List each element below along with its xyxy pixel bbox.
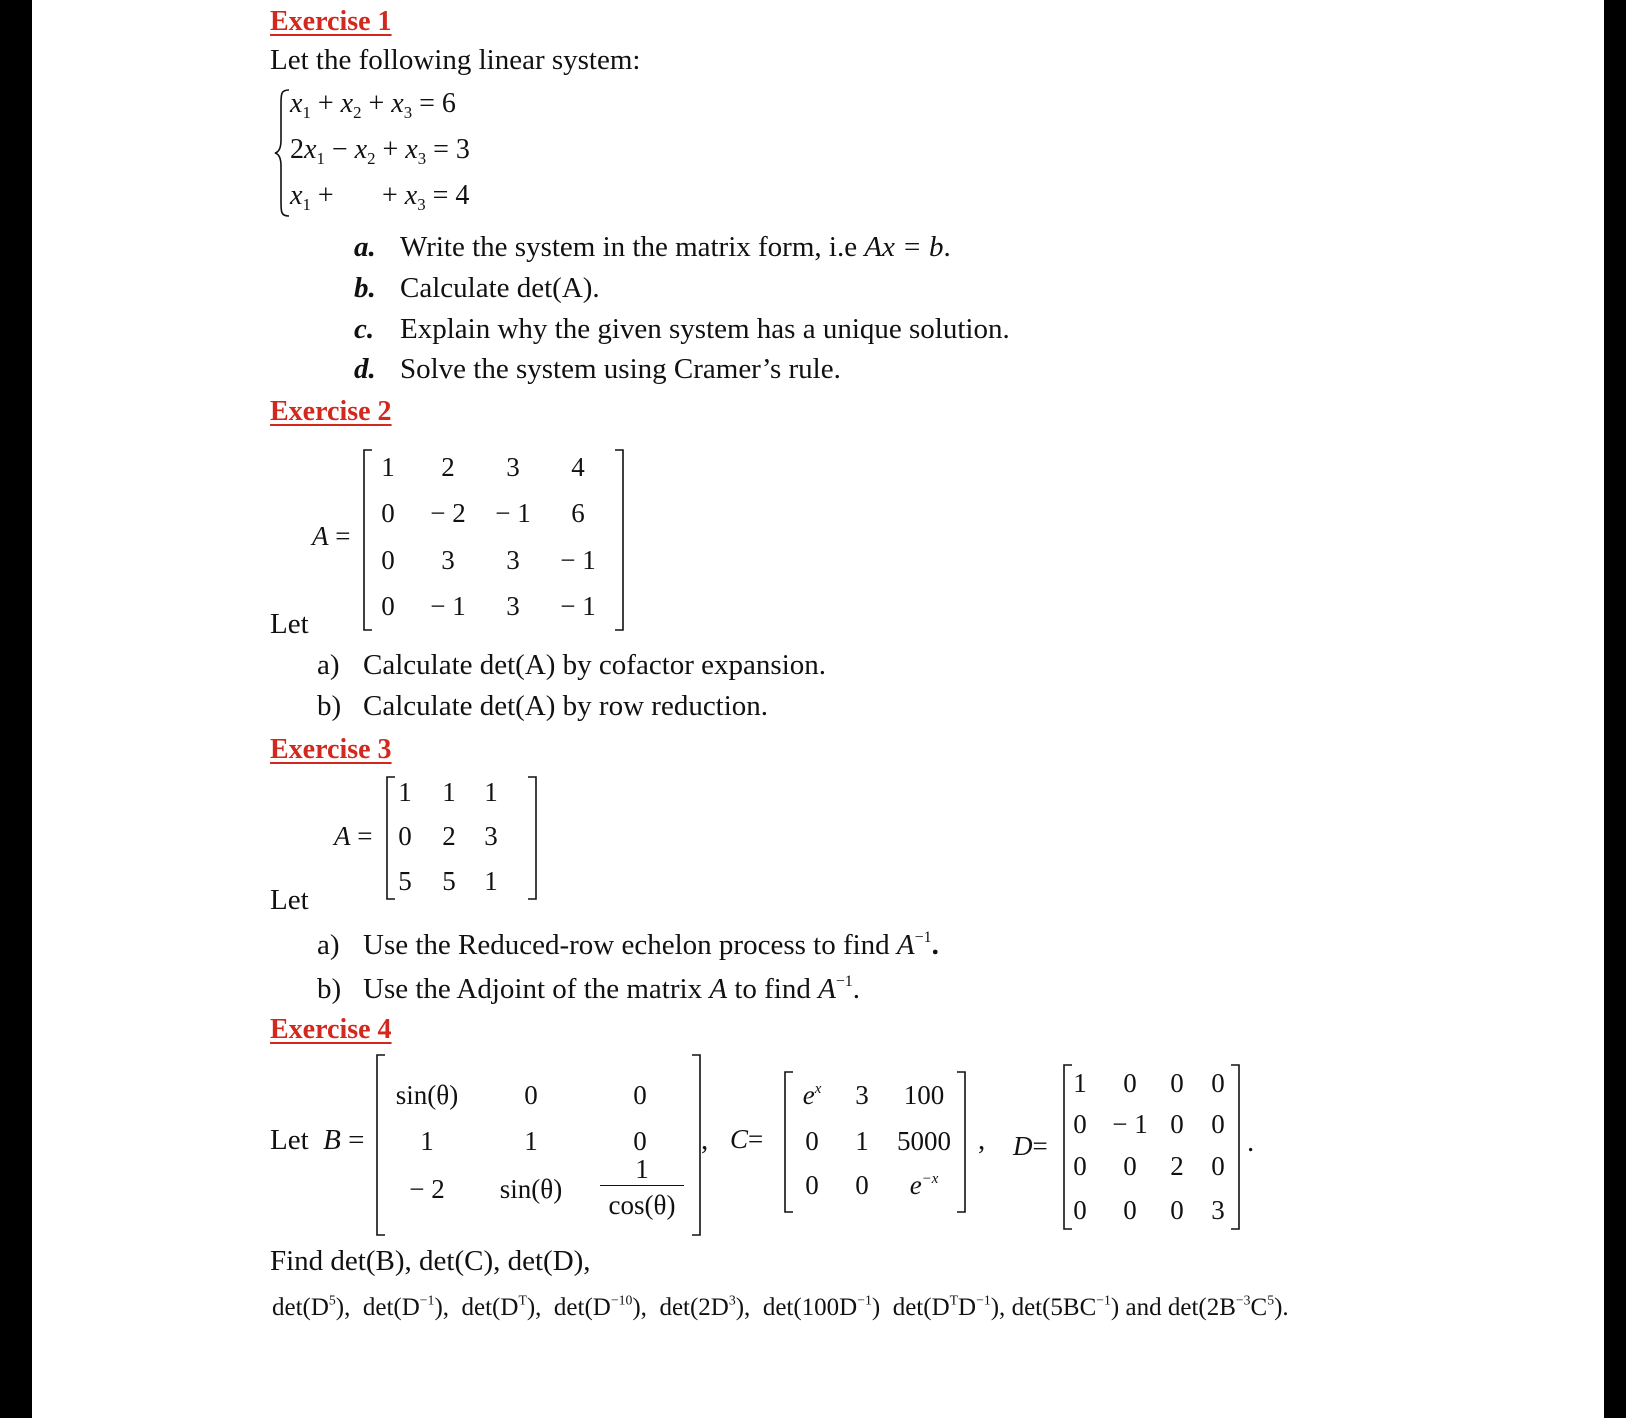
matrix-cell: 2 (441, 452, 455, 482)
matrix-cell: 1 (398, 777, 412, 807)
matrix-cell: 0 (1123, 1151, 1137, 1181)
ex3-let: Let (270, 884, 309, 916)
matrix-cell: − 1 (430, 591, 466, 621)
ex3-item-b: b) Use the Adjoint of the matrix A to find $A^{-1}$. (317, 973, 861, 1005)
matrix-cell: 3 (506, 452, 520, 482)
matrix-cell: 0 (1123, 1195, 1137, 1225)
matrix-cell: 3 (1211, 1195, 1225, 1225)
matrix-cell: 0 (381, 545, 395, 575)
det-item: $\det(D^TD^{-1})$, (892, 1292, 1006, 1321)
matrix-cell: 0 (805, 1170, 819, 1200)
det-item: $\det(D^{-10})$, (553, 1292, 647, 1321)
matrix-cell: 1 (442, 777, 456, 807)
exercise-1-heading: Exercise 1 (270, 6, 392, 37)
period-after-d: . (1247, 1126, 1255, 1158)
ex2-let: Let (270, 608, 309, 640)
matrix-cell: sin(θ) (395, 1080, 459, 1110)
equation-3: $x_1$ + (290, 180, 334, 214)
fraction-one-over-cos (600, 1156, 684, 1219)
ex4-find-line: Find det(B), det(C), det(D), (270, 1245, 591, 1277)
matrix-cell: 0 (1211, 1068, 1225, 1098)
ex4-let-b: Let B = (270, 1124, 365, 1156)
matrix-cell: 0 (805, 1126, 819, 1156)
matrix-cell: 6 (571, 498, 585, 528)
matrix-cell: 0 (1211, 1109, 1225, 1139)
and-word: and (1125, 1294, 1162, 1321)
matrix-cell: − 1 (1112, 1109, 1148, 1139)
ex4-determinant-list (272, 1294, 1289, 1322)
exercise-3-heading: Exercise 3 (270, 734, 392, 765)
ex2-item-b: b) Calculate det(A) by row reduction. (317, 690, 769, 722)
ex2-item-a: a) Calculate det(A) by cofactor expansion. (317, 649, 827, 681)
ex3-matrix-label: A = (334, 821, 373, 851)
ex3-right-bracket (528, 777, 540, 899)
det-item: $\det(5BC^{-1})$ (1011, 1292, 1120, 1321)
equation-3-rest: + $x_3 = 4$ (382, 180, 470, 214)
matrix-cell: 0 (381, 498, 395, 528)
matrix-cell: 5 (442, 866, 456, 896)
matrix-cell: 0 (1170, 1109, 1184, 1139)
matrix-cell: 0 (1073, 1109, 1087, 1139)
matrix-cell: 4 (571, 452, 585, 482)
document-page (32, 0, 1604, 1418)
matrix-cell: − 1 (560, 591, 596, 621)
ex1-item-c: c. Explain why the given system has a unique solution. (354, 313, 1010, 345)
matrix-cell: 3 (484, 821, 498, 851)
matrix-cell: 0 (524, 1080, 538, 1110)
matrix-cell: − 2 (430, 498, 466, 528)
matrix-cell: 0 (855, 1170, 869, 1200)
ex1-item-d: d. Solve the system using Cramer’s rule. (354, 353, 841, 385)
ex2-right-bracket (615, 450, 627, 630)
matrix-cell: 0 (398, 821, 412, 851)
det-item: $\det(100D^{-1})$ (762, 1292, 881, 1321)
matrix-cell: 100 (903, 1080, 945, 1110)
comma-after-b: , (701, 1124, 709, 1156)
matrix-cell: 0 (1211, 1151, 1225, 1181)
matrix-cell: 0 (633, 1126, 647, 1156)
matrix-cell: 3 (506, 545, 520, 575)
matrix-cell: 1 (381, 452, 395, 482)
matrix-cell: 0 (1073, 1195, 1087, 1225)
fraction-denominator: cos(θ) (600, 1185, 684, 1219)
matrix-cell: sin(θ) (499, 1174, 563, 1204)
exercise-1-intro: Let the following linear system: (270, 44, 641, 76)
ex1-item-b: b. Calculate det(A). (354, 272, 600, 304)
matrix-cell: − 2 (409, 1174, 445, 1204)
matrix-cell: 1 (524, 1126, 538, 1156)
matrix-cell: 5000 (897, 1126, 951, 1156)
matrix-cell: 0 (1073, 1151, 1087, 1181)
matrix-cell: 2 (1170, 1151, 1184, 1181)
comma-after-c: , (978, 1124, 986, 1156)
matrix-cell: 1 (1073, 1068, 1087, 1098)
matrix-cell: 2 (442, 821, 456, 851)
matrix-cell: 3 (855, 1080, 869, 1110)
matrix-cell: 1 (855, 1126, 869, 1156)
exercise-2-heading: Exercise 2 (270, 396, 392, 427)
matrix-cell: 1 (484, 777, 498, 807)
det-item: $\det(D^T)$, (461, 1292, 542, 1321)
ex2-matrix-label: A = (312, 521, 351, 551)
matrix-cell: 0 (381, 591, 395, 621)
matrix-cell: 1 (420, 1126, 434, 1156)
matrix-cell: $e^{-x}$ (909, 1170, 939, 1200)
ex3-item-a: a) Use the Reduced-row echelon process to find $A^{-1}$. (317, 929, 939, 961)
equation-2: $2x_1 - x_2 + x_3 = 3$ (290, 134, 470, 168)
det-item: $\det(D^5)$, (272, 1292, 351, 1321)
matrix-cell: − 1 (560, 545, 596, 575)
c-matrix-label: C= (730, 1124, 764, 1154)
matrix-cell: 5 (398, 866, 412, 896)
equation-1: $x_1 + x_2 + x_3 = 6$ (290, 88, 456, 122)
matrix-cell: 1 (484, 866, 498, 896)
ex1-item-a: a. Write the system in the matrix form, i.e Ax = b. (354, 231, 951, 263)
matrix-cell: 3 (441, 545, 455, 575)
matrix-cell: 3 (506, 591, 520, 621)
matrix-cell: $e^x$ (802, 1080, 822, 1110)
det-item: $\det(2D^3)$, (659, 1292, 751, 1321)
det-item: $\det(D^{-1})$, (362, 1292, 450, 1321)
matrix-cell: 0 (1170, 1195, 1184, 1225)
det-item: $\det(2B^{-3}C^5)$. (1167, 1292, 1289, 1321)
matrix-cell: 0 (633, 1080, 647, 1110)
d-matrix-label: D= (1013, 1131, 1048, 1161)
matrix-cell: − 1 (495, 498, 531, 528)
matrix-cell: 0 (1123, 1068, 1137, 1098)
exercise-4-heading: Exercise 4 (270, 1014, 392, 1045)
fraction-numerator: 1 (635, 1154, 649, 1184)
matrix-cell: 0 (1170, 1068, 1184, 1098)
